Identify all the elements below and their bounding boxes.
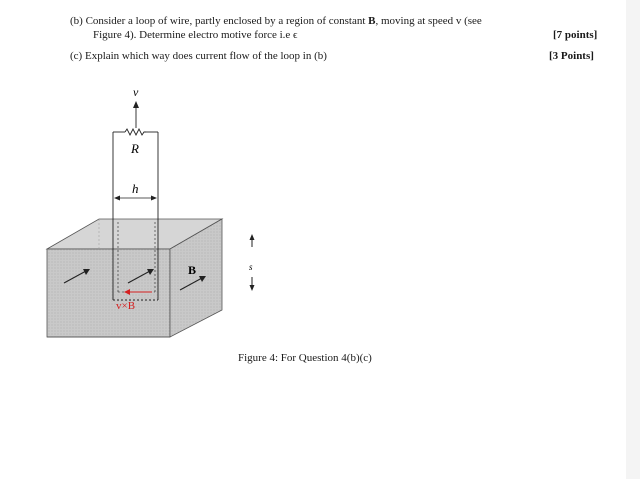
question-c-marks: [3 Points]: [549, 50, 594, 62]
velocity-label: v: [133, 85, 139, 99]
field-label: B: [188, 263, 197, 277]
question-b-bold-symbol: B: [368, 15, 376, 27]
question-b-marks: [7 points]: [553, 29, 598, 41]
question-b-text-tail: , moving at speed v (see: [375, 15, 482, 27]
resistor-label: R: [131, 141, 139, 156]
velocity-arrow-icon: [133, 101, 139, 128]
height-dimension-arrow-icon: [114, 196, 157, 201]
box-front-face: [47, 249, 170, 337]
question-c-text: Explain which way does current flow of the loop in (b): [84, 50, 327, 62]
side-label: s: [249, 262, 253, 272]
question-b-line2: Figure 4). Determine electro motive force i.e ϵ: [93, 29, 298, 41]
height-label: h: [132, 181, 139, 196]
question-b-label: (b): [70, 15, 83, 27]
question-c-label: (c): [70, 50, 83, 62]
question-b-text: Consider a loop of wire, partly enclosed by a region of constant: [85, 15, 366, 27]
figure-caption: Figure 4: For Question 4(b)(c): [238, 352, 372, 364]
resistor-icon: [125, 129, 146, 135]
force-label: v×B: [116, 300, 136, 312]
